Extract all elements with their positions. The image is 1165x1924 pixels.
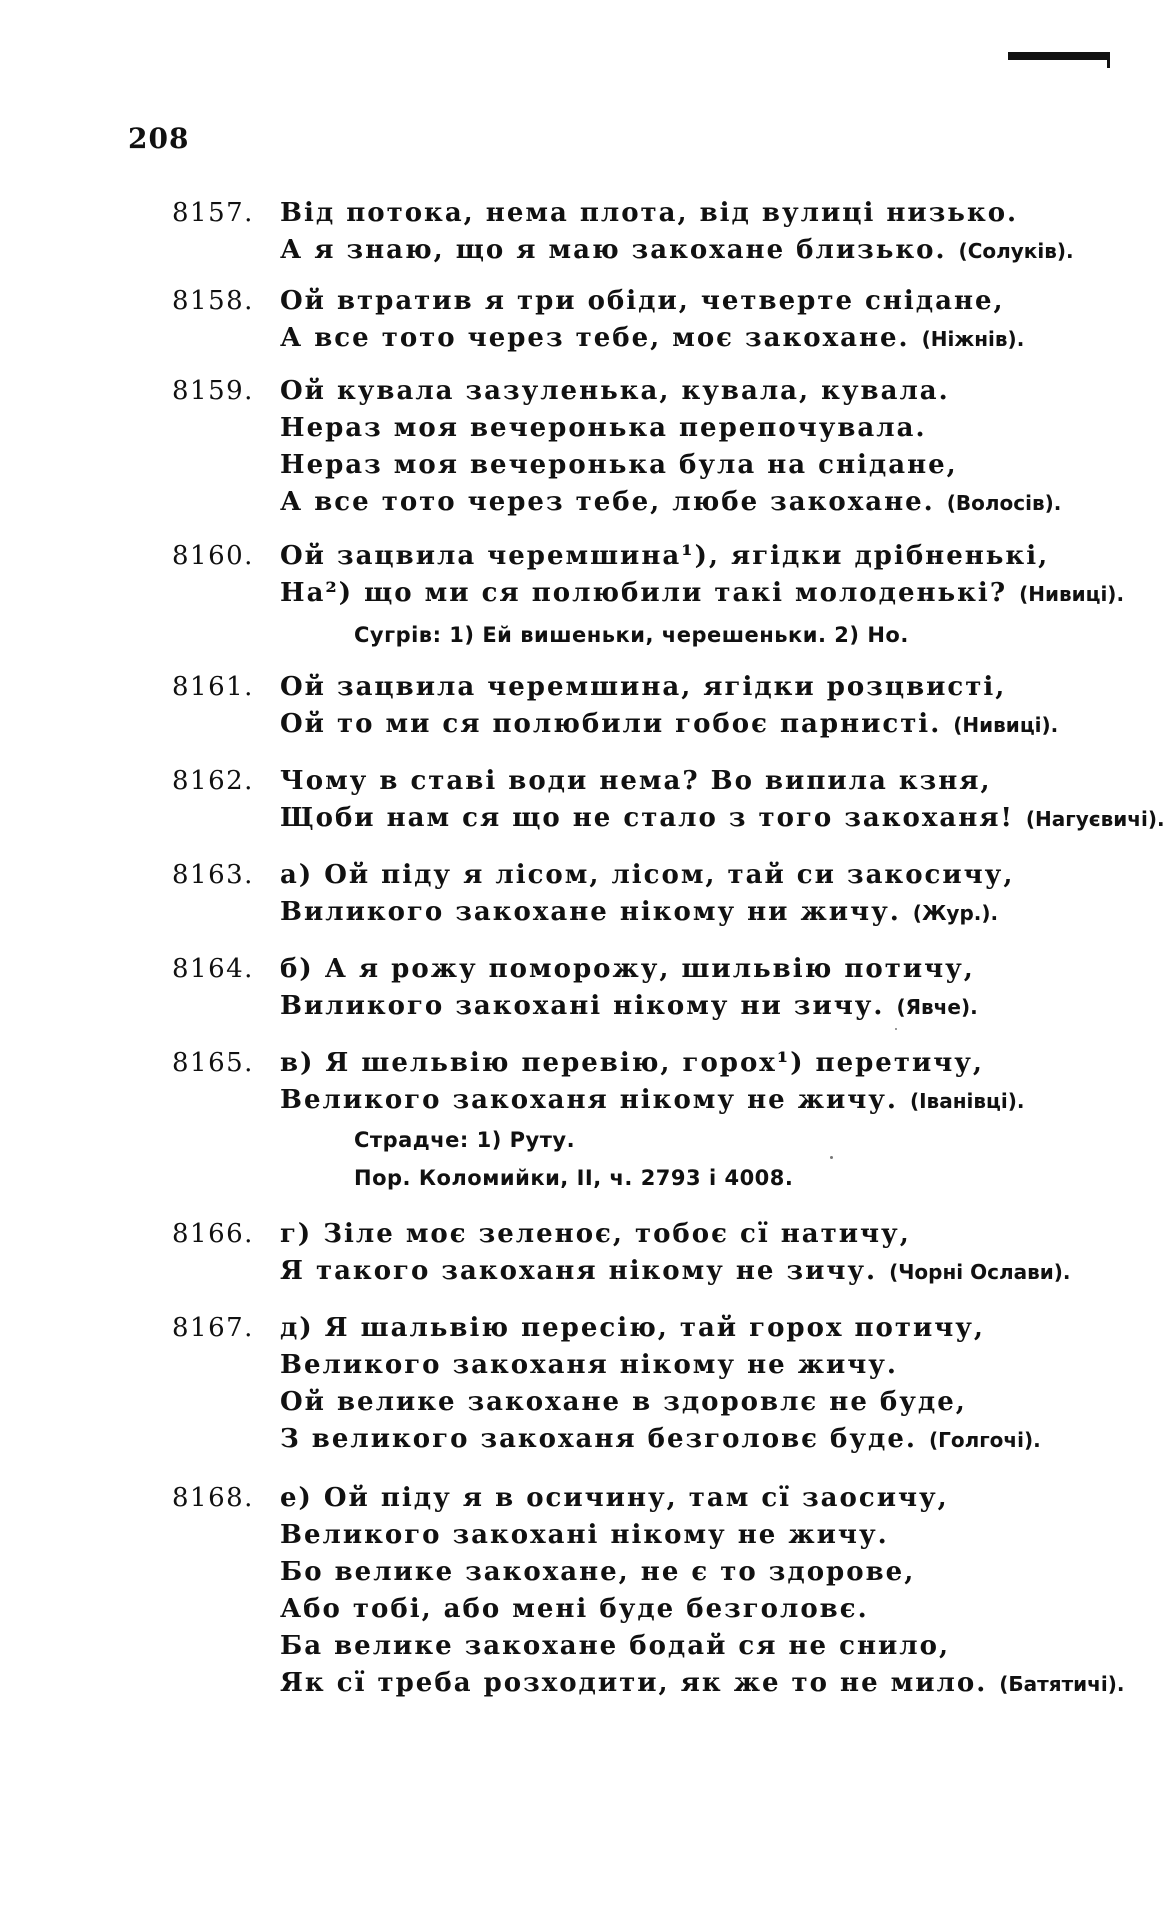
verse-line: г) Зіле моє зеленоє, тобоє сї натичу, xyxy=(280,1219,911,1249)
source-label: (Нивиці). xyxy=(1019,582,1125,606)
source-label: (Нагуєвичі). xyxy=(1025,807,1165,831)
source-label: (Нивиці). xyxy=(953,713,1059,737)
entry-number: 8158. xyxy=(172,286,254,316)
source-label: (Іванівці). xyxy=(909,1089,1025,1113)
verse-line: А я знаю, що я маю закохане близько. (Солуків). xyxy=(280,235,1074,265)
verse-line: Великого закоханя нікому не жичу. xyxy=(280,1350,898,1380)
verse-line: Ой то ми ся полюбили гобоє парнисті. (Нивиці). xyxy=(280,709,1059,739)
verse-line: д) Я шальвію пересію, тай горох потичу, xyxy=(280,1313,985,1343)
verse-line: Або тобі, або мені буде безголовє. xyxy=(280,1594,869,1624)
verse-line: Ой велике закохане в здоровлє не буде, xyxy=(280,1387,967,1417)
verse-line: е) Ой піду я в осичину, там сї заосичу, xyxy=(280,1483,949,1513)
verse-line: Ой кувала зазуленька, кувала, кувала. xyxy=(280,376,950,406)
entry-number: 8161. xyxy=(172,672,254,702)
footnote: Страдче: 1) Руту. xyxy=(354,1128,576,1152)
entry-number: 8165. xyxy=(172,1048,254,1078)
verse-line: Щоби нам ся що не стало з того закоханя! (Нагуєвичі). xyxy=(280,803,1165,833)
source-label: (Чорні Ослави). xyxy=(889,1260,1071,1284)
footnote: Пор. Коломийки, II, ч. 2793 і 4008. xyxy=(354,1166,794,1190)
source-label: (Голгочі). xyxy=(928,1428,1041,1452)
verse-line: Виликого закохане нікому ни жичу. (Жур.). xyxy=(280,897,999,927)
entry-number: 8164. xyxy=(172,954,254,984)
verse-line: А все тото через тебе, моє закохане. (Ніжнів). xyxy=(280,323,1025,353)
verse-line: А все тото через тебе, любе закохане. (Волосів). xyxy=(280,487,1062,517)
verse-line: Ба велике закохане бодай ся не снило, xyxy=(280,1631,951,1661)
scan-speck xyxy=(895,1028,897,1030)
entry-number: 8168. xyxy=(172,1483,254,1513)
verse-line: б) А я рожу поморожу, шильвію потичу, xyxy=(280,954,975,984)
verse-line: Виликого закохані нікому ни зичу. (Явче). xyxy=(280,991,978,1021)
source-label: (Солуків). xyxy=(958,239,1074,263)
top-edge-mark xyxy=(1008,52,1110,60)
entry-number: 8163. xyxy=(172,860,254,890)
verse-line: З великого закоханя безголовє буде. (Голгочі). xyxy=(280,1424,1041,1454)
source-label: (Батятичі). xyxy=(999,1672,1125,1696)
entry-number: 8166. xyxy=(172,1219,254,1249)
verse-line: Бо велике закохане, не є то здорове, xyxy=(280,1557,916,1587)
verse-line: Я такого закоханя нікому не зичу. (Чорні Ослави). xyxy=(280,1256,1071,1286)
footnote: Сугрів: 1) Ей вишеньки, черешеньки. 2) Но. xyxy=(354,623,909,647)
page-number: 208 xyxy=(128,122,190,155)
verse-line: а) Ой піду я лісом, лісом, тай си закосичу, xyxy=(280,860,1015,890)
verse-line: На²) що ми ся полюбили такі молоденькі? (Нивиці). xyxy=(280,578,1125,608)
entry-number: 8167. xyxy=(172,1313,254,1343)
verse-line: Ой зацвила черемшина¹), ягідки дрібненькі, xyxy=(280,541,1050,571)
verse-line: в) Я шельвію перевію, горох¹) перетичу, xyxy=(280,1048,984,1078)
verse-line: Великого закоханя нікому не жичу. (Іванівці). xyxy=(280,1085,1025,1115)
verse-line: Від потока, нема плота, від вулиці низько. xyxy=(280,198,1019,228)
verse-line: Ой зацвила черемшина, ягідки розцвисті, xyxy=(280,672,1007,702)
source-label: (Явче). xyxy=(896,995,978,1019)
entry-number: 8162. xyxy=(172,766,254,796)
entry-number: 8159. xyxy=(172,376,254,406)
verse-line: Великого закохані нікому не жичу. xyxy=(280,1520,889,1550)
verse-line: Нераз моя вечеронька була на снідане, xyxy=(280,450,958,480)
verse-line: Нераз моя вечеронька перепочувала. xyxy=(280,413,927,443)
verse-line: Як сї треба розходити, як же то не мило. (Батятичі). xyxy=(280,1668,1125,1698)
source-label: (Ніжнів). xyxy=(921,327,1025,351)
verse-line: Ой втратив я три обіди, четверте снідане, xyxy=(280,286,1005,316)
scan-speck xyxy=(830,1156,833,1159)
entry-number: 8157. xyxy=(172,198,254,228)
source-label: (Жур.). xyxy=(912,901,999,925)
verse-line: Чому в ставі води нема? Во випила кзня, xyxy=(280,766,992,796)
entry-number: 8160. xyxy=(172,541,254,571)
source-label: (Волосів). xyxy=(946,491,1062,515)
